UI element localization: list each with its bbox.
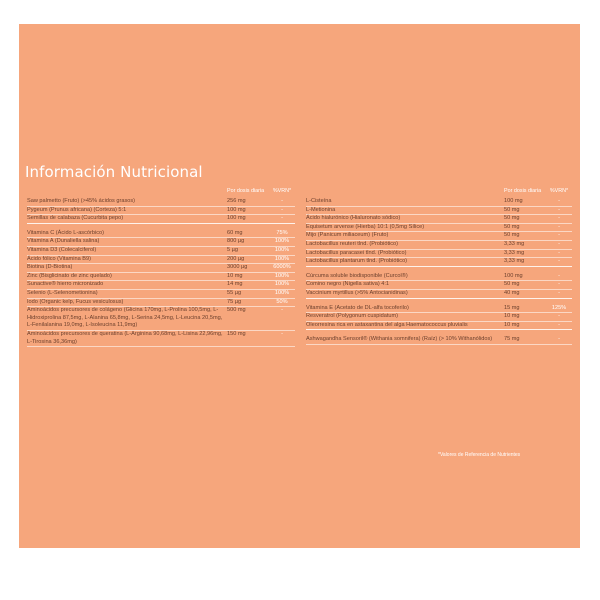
dose-value: 256 mg — [227, 198, 246, 204]
right-rows — [306, 198, 572, 345]
vrn-header: %VRN* — [272, 188, 292, 194]
table-row — [306, 322, 572, 331]
right-nutrition-table — [306, 188, 572, 345]
vrn-value: - — [558, 223, 560, 230]
ingredient-name: Semillas de calabaza (Cucurbita pepo) — [27, 215, 124, 222]
vrn-value: - — [558, 321, 560, 328]
dose-value: 500 mg — [227, 307, 246, 314]
table-row — [27, 247, 295, 256]
table-row — [306, 215, 572, 224]
vrn-value: - — [558, 232, 560, 239]
vrn-value: - — [558, 240, 560, 247]
dose-value: 3,33 mg — [504, 240, 525, 247]
ingredient-name: L-Cisteína — [306, 198, 332, 204]
dose-value: 14 mg — [227, 281, 243, 288]
vrn-value: - — [558, 272, 560, 279]
ingredient-name: Selenio (L-Selenometionina) — [27, 289, 98, 296]
vrn-value: - — [558, 249, 560, 256]
table-row — [306, 250, 572, 259]
dose-header: Por dosis diaria — [504, 188, 542, 194]
vrn-header: %VRN* — [549, 188, 569, 194]
dose-value: 50 mg — [504, 215, 520, 222]
vrn-value: - — [558, 313, 560, 320]
table-row — [27, 307, 295, 331]
ingredient-name: Iodo (Organic kelp, Fucus vesiculosus) — [27, 298, 124, 305]
vrn-value: 75% — [276, 229, 288, 236]
dose-value: 75 µg — [227, 298, 242, 305]
dose-value: 75 mg — [504, 336, 520, 343]
table-row — [306, 207, 572, 216]
dose-value: 10 mg — [227, 272, 243, 279]
table-row — [306, 232, 572, 241]
table-row — [306, 336, 572, 345]
ingredient-name: Resveratrol (Polygonum cuspidatum) — [306, 313, 399, 320]
dose-value: 100 mg — [504, 272, 523, 279]
vrn-value: - — [558, 215, 560, 222]
vrn-value: - — [558, 289, 560, 296]
ingredient-name: L-Metionina — [306, 206, 336, 213]
ingredient-name: Oleorresina rica en astaxantina del alga Haematococcus pluvialis — [306, 321, 468, 328]
table-row — [27, 264, 295, 273]
ingredient-name: Lactobacillus plantarum tlnd. (Probiótico) — [306, 258, 408, 265]
vrn-value: 6000% — [273, 264, 291, 271]
table-row — [27, 256, 295, 265]
vrn-value: - — [558, 206, 560, 213]
table-row — [27, 299, 295, 308]
vrn-value: - — [281, 307, 283, 314]
table-row — [27, 207, 295, 216]
dose-value: 5 µg — [227, 246, 238, 253]
ingredient-name: Ácido fólico (Vitamina B9) — [27, 255, 91, 262]
dose-value: 50 mg — [504, 206, 520, 213]
ingredient-name: Lactobacillus reuteri tlnd. (Probiótico) — [306, 240, 399, 247]
vrn-value: - — [281, 330, 283, 337]
dose-header: Por dosis diaria — [227, 188, 265, 194]
vrn-value: - — [281, 206, 283, 213]
footnote: *Valores de Referencia de Nutrientes — [438, 452, 521, 458]
ingredient-name: Vitamina E (Acetato de DL-alfa tocoferilo) — [306, 304, 409, 311]
ingredient-name: Equisetum arvense (Hierba) 10:1 (0,5mg Sílice) — [306, 223, 425, 230]
ingredient-name: Aminoácidos precursores de colágeno (Glicina 170mg, L-Prolina 100,5mg, L-Hidroxiprolina 87,5mg, L-Alanina 65,8mg, L-Serina 24,5mg, L-Leucina 20,5mg, L-Fenilalanina 19,0mg, L-Isoleucina 11,9mg) — [27, 307, 223, 329]
vrn-value: 100% — [274, 289, 290, 296]
table-row — [306, 313, 572, 322]
dose-value: 100 mg — [504, 198, 523, 204]
ingredient-name: Mijo (Panicum miliaceum) (Fruto) — [306, 232, 389, 239]
dose-value: 100 mg — [227, 206, 246, 213]
ingredient-name: Sunactive® hierro micronizado — [27, 281, 104, 288]
ingredient-name: Vitamina A (Dunaliella salina) — [27, 238, 100, 245]
dose-value: 800 µg — [227, 238, 245, 245]
vrn-value: 50% — [276, 298, 288, 305]
dose-value: 15 mg — [504, 304, 520, 311]
ingredient-name: Ácido hialurónico (Hialuronato sódico) — [306, 215, 401, 222]
ingredient-name: Aminoácidos precursores de queratina (L-Arginina 90,68mg, L-Lisina 22,96mg, L-Tirosina 36,36mg) — [27, 330, 223, 345]
table-row — [306, 198, 572, 207]
table-row — [306, 281, 572, 290]
ingredient-name: Saw palmetto (Fruto) (>45% ácidos grasos) — [27, 198, 136, 204]
table-row — [306, 241, 572, 250]
dose-value: 60 mg — [227, 229, 243, 236]
vrn-value: - — [281, 198, 283, 204]
dose-value: 3000 µg — [227, 264, 248, 271]
vrn-value: 100% — [274, 238, 290, 245]
dose-value: 100 mg — [227, 215, 246, 222]
ingredient-name: Ashwagandha Sensoril® (Withania somnifera) (Raíz) (> 10% Withanólidos) — [306, 336, 493, 343]
left-nutrition-table — [27, 188, 295, 347]
dose-value: 50 mg — [504, 281, 520, 288]
ingredient-name: Comino negro (Nigella sativa) 4:1 — [306, 281, 390, 288]
ingredient-name: Pygeum (Prunus africana) (Corteza) 5:1 — [27, 206, 127, 213]
table-row — [27, 238, 295, 247]
dose-value: 40 mg — [504, 289, 520, 296]
dose-value: 3,33 mg — [504, 249, 525, 256]
vrn-value: 100% — [274, 255, 290, 262]
dose-value: 10 mg — [504, 313, 520, 320]
vrn-value: - — [558, 281, 560, 288]
dose-value: 50 mg — [504, 232, 520, 239]
vrn-value: - — [558, 258, 560, 265]
nutrition-title: Información Nutricional — [25, 163, 203, 181]
table-row — [27, 331, 295, 347]
ingredient-name: Lactobacillus paracasei tlnd. (Probiótico) — [306, 249, 407, 256]
ingredient-name: Cúrcuma soluble biodisponible (Curcol®) — [306, 272, 408, 279]
vrn-value: - — [281, 215, 283, 222]
table-header — [306, 188, 572, 198]
ingredient-name: Zinc (Bisglicinato de zinc quelado) — [27, 272, 112, 279]
table-row — [306, 224, 572, 233]
ingredient-name: Vitamina C (Ácido L-ascórbico) — [27, 229, 104, 236]
dose-value: 150 mg — [227, 330, 246, 337]
ingredient-name: Vaccinium myrtillus (>5% Antocianidinas) — [306, 289, 408, 296]
vrn-value: 100% — [274, 246, 290, 253]
table-row — [306, 273, 572, 282]
table-row — [27, 290, 295, 299]
ingredient-name: Vitamina D3 (Colecalciferol) — [27, 246, 97, 253]
ingredient-name: Biotina (D-Biotina) — [27, 264, 73, 271]
dose-value: 200 µg — [227, 255, 245, 262]
dose-value: 3,33 mg — [504, 258, 525, 265]
vrn-value: - — [558, 336, 560, 343]
table-row — [306, 290, 572, 299]
vrn-value: 100% — [274, 272, 290, 279]
dose-value: 50 mg — [504, 223, 520, 230]
dose-value: 55 µg — [227, 289, 242, 296]
table-row — [27, 281, 295, 290]
table-row — [27, 230, 295, 239]
table-row — [306, 305, 572, 314]
table-row — [27, 215, 295, 224]
vrn-value: 125% — [551, 304, 567, 311]
vrn-value: - — [558, 198, 560, 204]
table-row — [27, 198, 295, 207]
table-row — [306, 258, 572, 267]
left-rows — [27, 198, 295, 347]
vrn-value: 100% — [274, 281, 290, 288]
dose-value: 10 mg — [504, 321, 520, 328]
table-header — [27, 188, 295, 198]
